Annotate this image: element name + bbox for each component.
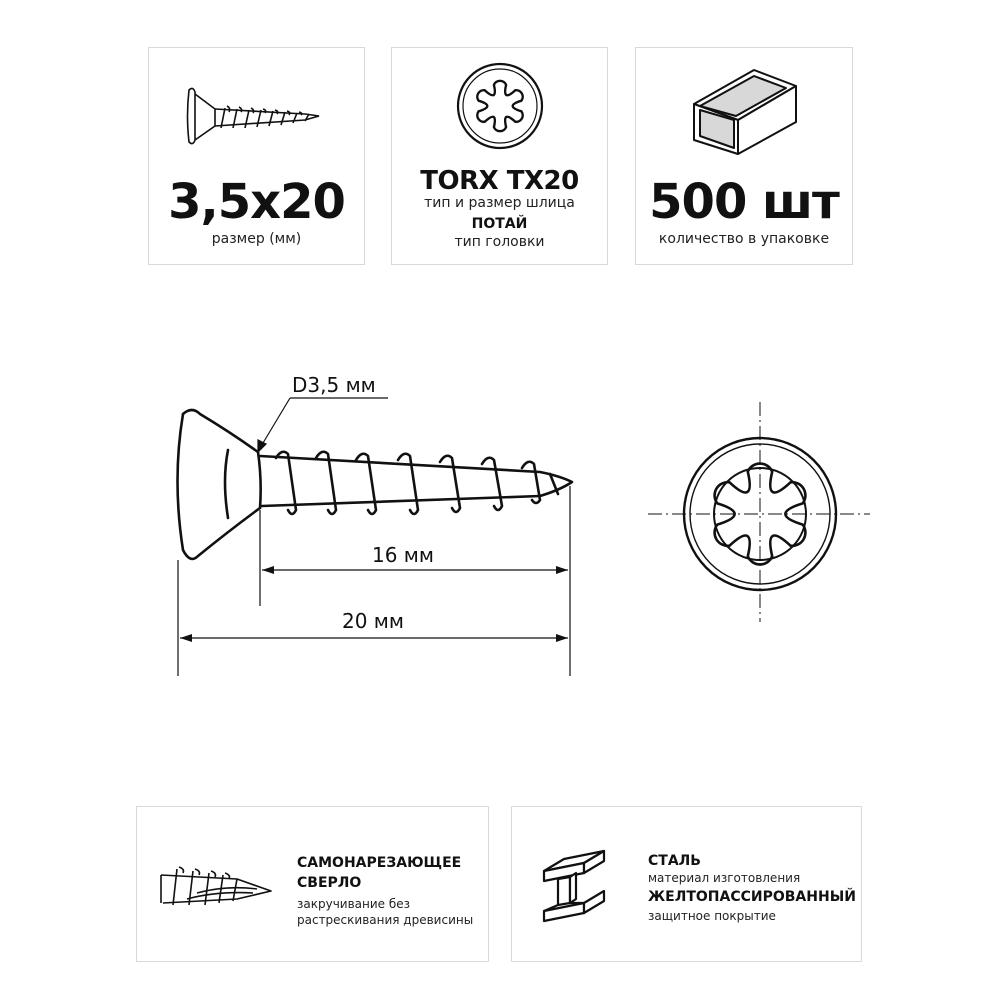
head-caption: тип головки [454,234,545,250]
diameter-leader [258,398,388,452]
material-caption: материал изготовления [648,871,801,885]
size-card [148,47,365,265]
drill-card [136,806,489,962]
drill-sub-line1: закручивание без [297,897,411,911]
quantity-card [635,47,853,265]
steel-beam-icon [536,841,616,931]
slot-value: TORX TX20 [420,166,579,196]
diameter-label: D3,5 мм [292,373,376,397]
screw-top-view [648,402,870,622]
coating-title: ЖЕЛТОПАССИРОВАННЫЙ [648,889,856,905]
screw-drawing [0,350,1000,770]
size-caption: размер (мм) [211,231,302,247]
torx-head-icon [392,48,609,168]
drill-sub-line2: растрескивания древисины [297,913,474,927]
drill-title-line1: САМОНАРЕЗАЮЩЕЕ [297,855,462,871]
material-title: СТАЛЬ [648,853,701,869]
drill-tip-icon [157,847,287,927]
box-icon [636,48,854,168]
slot-caption: тип и размер шлица [424,195,575,211]
coating-caption: защитное покрытие [648,909,776,923]
drill-title-line2: СВЕРЛО [297,875,362,891]
head-value: ПОТАЙ [471,216,528,232]
thread-length-label: 16 мм [372,543,434,567]
slot-card [391,47,608,265]
size-value: 3,5x20 [168,174,345,230]
screw-side-view [178,410,573,559]
material-card [511,806,862,962]
quantity-caption: количество в упаковке [658,231,830,247]
quantity-value: 500 шт [649,174,839,230]
total-length-label: 20 мм [342,609,404,633]
screw-icon [149,48,366,168]
